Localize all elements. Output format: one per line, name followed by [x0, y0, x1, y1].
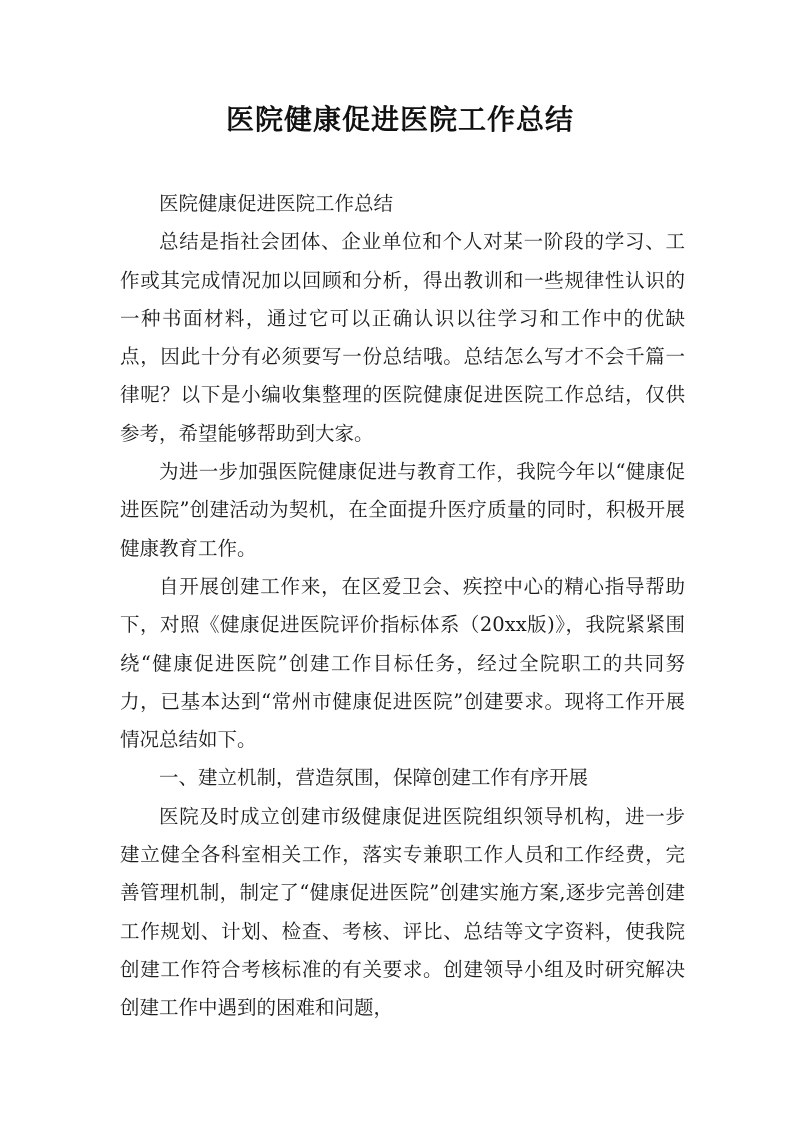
section-heading: 一、建立机制，营造氛围，保障创建工作有序开展 [159, 766, 589, 790]
intro-paragraph: 总结是指社会团体、企业单位和个人对某一阶段的学习、工作或其完成情况加以回顾和分析，得出教训和一些规律性认识的一种书面材料，通过它可以正确认识以往学习和工作中的优缺点，因此十分有必须要写一份总结哦。总结怎么写才不会千篇一律呢？以下是小编收集整理的医院健康促进医院工作总结，仅供参考，希望能够帮助到大家。 [120, 230, 685, 445]
subtitle-paragraph: 医院健康促进医院工作总结 [159, 192, 394, 215]
document-title: 医院健康促进医院工作总结 [225, 103, 574, 136]
body-paragraph: 自开展创建工作来，在区爱卫会、疾控中心的精心指导帮助下，对照《健康促进医院评价指标体系（20xx版)》，我院紧紧围绕“健康促进医院”创建工作目标任务，经过全院职工的共同努力，已基本达到“常州市健康促进医院”创建要求。现将工作开展情况总结如下。 [120, 574, 685, 752]
document-body [120, 185, 685, 1028]
body-paragraph: 为进一步加强医院健康促进与教育工作，我院今年以“健康促进医院”创建活动为契机，在全面提升医疗质量的同时，积极开展健康教育工作。 [120, 460, 685, 560]
body-paragraph: 医院及时成立创建市级健康促进医院组织领导机构，进一步建立健全各科室相关工作，落实专兼职工作人员和工作经费，完善管理机制，制定了“健康促进医院”创建实施方案,逐步完善创建工作规划、计划、检查、考核、评比、总结等文字资料，使我院创建工作符合考核标准的有关要求。创建领导小组及时研究解决创建工作中遇到的困难和问题， [120, 804, 685, 1020]
